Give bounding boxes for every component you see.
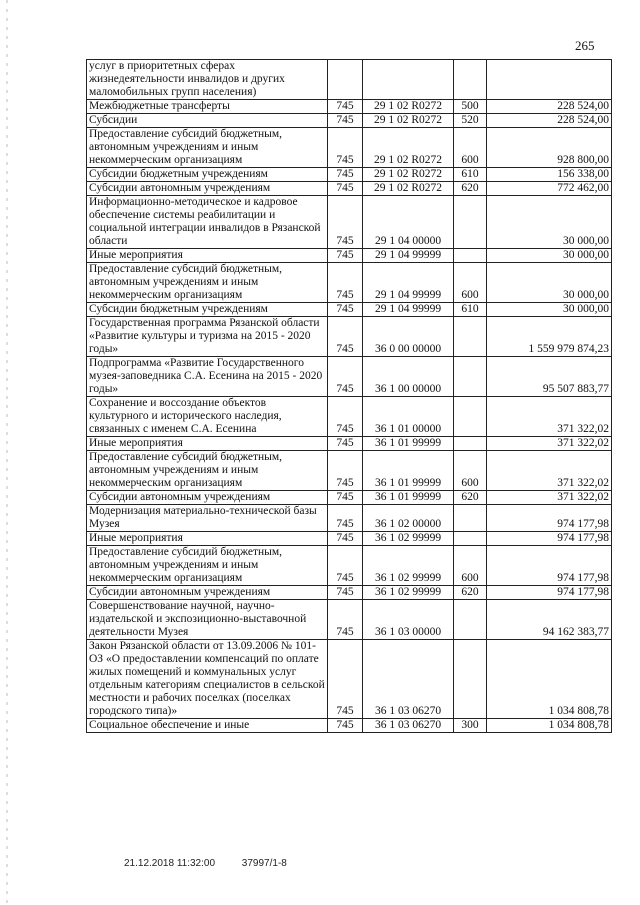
cell-vr: [454, 505, 487, 532]
cell-sum: 1 034 808,78: [487, 719, 612, 733]
cell-csr: 36 1 01 99999: [363, 491, 454, 505]
table-row: [87, 249, 612, 263]
cell-ved: 745: [328, 100, 363, 114]
table-row: [87, 168, 612, 182]
cell-sum: 772 462,00: [487, 182, 612, 196]
cell-sum: 95 507 883,77: [487, 357, 612, 397]
cell-ved: 745: [328, 128, 363, 168]
cell-ved: 745: [328, 357, 363, 397]
cell-csr: 36 1 02 99999: [363, 546, 454, 586]
cell-csr: 36 1 00 00000: [363, 357, 454, 397]
table-row: [87, 586, 612, 600]
budget-table: [86, 59, 612, 733]
cell-ved: [328, 60, 363, 100]
cell-ved: 745: [328, 600, 363, 640]
table-row: [87, 303, 612, 317]
cell-sum: 974 177,98: [487, 586, 612, 600]
table-row: [87, 640, 612, 719]
cell-vr: [454, 357, 487, 397]
footer-datetime: 21.12.2018 11:32:00: [124, 858, 216, 869]
cell-csr: 36 1 02 99999: [363, 532, 454, 546]
cell-name: услуг в приоритетных сферах жизнедеятельности инвалидов и других маломобильных групп населения): [87, 60, 328, 100]
cell-ved: 745: [328, 437, 363, 451]
cell-ved: 745: [328, 397, 363, 437]
cell-ved: 745: [328, 168, 363, 182]
cell-vr: [454, 317, 487, 357]
cell-vr: [454, 196, 487, 249]
cell-sum: 30 000,00: [487, 263, 612, 303]
cell-name: Субсидии бюджетным учреждениям: [87, 303, 328, 317]
cell-vr: 610: [454, 303, 487, 317]
cell-ved: 745: [328, 303, 363, 317]
table-row: [87, 263, 612, 303]
cell-csr: [363, 60, 454, 100]
table-row: [87, 451, 612, 491]
cell-name: Предоставление субсидий бюджетным, автономным учреждениям и иным некоммерческим организациям: [87, 128, 328, 168]
cell-sum: 928 800,00: [487, 128, 612, 168]
cell-csr: 29 1 02 R0272: [363, 114, 454, 128]
cell-vr: 300: [454, 719, 487, 733]
cell-csr: 36 1 01 00000: [363, 397, 454, 437]
cell-csr: 36 1 01 99999: [363, 451, 454, 491]
cell-name: Межбюджетные трансферты: [87, 100, 328, 114]
cell-csr: 29 1 02 R0272: [363, 100, 454, 114]
cell-vr: [454, 600, 487, 640]
cell-vr: 500: [454, 100, 487, 114]
cell-csr: 29 1 02 R0272: [363, 168, 454, 182]
cell-ved: 745: [328, 114, 363, 128]
cell-csr: 29 1 04 99999: [363, 263, 454, 303]
cell-name: Субсидии автономным учреждениям: [87, 586, 328, 600]
cell-sum: 228 524,00: [487, 114, 612, 128]
cell-sum: 156 338,00: [487, 168, 612, 182]
cell-vr: [454, 60, 487, 100]
cell-name: Совершенствование научной, научно-издательской и экспозиционно-выставочной деятельности Музея: [87, 600, 328, 640]
table-row: [87, 128, 612, 168]
table-row: [87, 532, 612, 546]
table-row: [87, 546, 612, 586]
cell-csr: 36 1 03 00000: [363, 600, 454, 640]
cell-ved: 745: [328, 196, 363, 249]
cell-name: Информационно-методическое и кадровое обеспечение системы реабилитации и социальной интеграции инвалидов в Рязанской области: [87, 196, 328, 249]
cell-name: Закон Рязанской области от 13.09.2006 № 101-ОЗ «О предоставлении компенсаций по оплате жилых помещений и коммунальных услуг отдельным категориям специалистов в сельской местности и рабочих поселках (поселках городского типа)»: [87, 640, 328, 719]
cell-vr: 520: [454, 114, 487, 128]
cell-ved: 745: [328, 182, 363, 196]
cell-csr: 36 1 03 06270: [363, 640, 454, 719]
cell-sum: 228 524,00: [487, 100, 612, 114]
cell-name: Предоставление субсидий бюджетным, автономным учреждениям и иным некоммерческим организациям: [87, 546, 328, 586]
cell-name: Иные мероприятия: [87, 532, 328, 546]
cell-sum: 974 177,98: [487, 532, 612, 546]
cell-sum: 974 177,98: [487, 505, 612, 532]
budget-table-body: [87, 60, 612, 733]
cell-name: Предоставление субсидий бюджетным, автономным учреждениям и иным некоммерческим организациям: [87, 451, 328, 491]
cell-vr: [454, 640, 487, 719]
cell-sum: 974 177,98: [487, 546, 612, 586]
table-row: [87, 719, 612, 733]
cell-vr: 600: [454, 451, 487, 491]
cell-csr: 29 1 02 R0272: [363, 182, 454, 196]
cell-name: Государственная программа Рязанской области «Развитие культуры и туризма на 2015 - 2020 годы»: [87, 317, 328, 357]
footer-doc-id: 37997/1-8: [241, 858, 287, 869]
cell-sum: 30 000,00: [487, 249, 612, 263]
cell-ved: 745: [328, 491, 363, 505]
cell-csr: 36 0 00 00000: [363, 317, 454, 357]
table-row: [87, 437, 612, 451]
cell-name: Социальное обеспечение и иные: [87, 719, 328, 733]
cell-csr: 36 1 01 99999: [363, 437, 454, 451]
cell-ved: 745: [328, 451, 363, 491]
cell-csr: 29 1 04 00000: [363, 196, 454, 249]
cell-csr: 29 1 04 99999: [363, 303, 454, 317]
cell-name: Иные мероприятия: [87, 437, 328, 451]
cell-ved: 745: [328, 640, 363, 719]
cell-sum: 1 034 808,78: [487, 640, 612, 719]
cell-name: Субсидии автономным учреждениям: [87, 182, 328, 196]
cell-csr: 29 1 04 99999: [363, 249, 454, 263]
table-row: [87, 491, 612, 505]
table-row: [87, 60, 612, 100]
cell-name: Предоставление субсидий бюджетным, автономным учреждениям и иным некоммерческим организациям: [87, 263, 328, 303]
cell-name: Субсидии: [87, 114, 328, 128]
cell-ved: 745: [328, 719, 363, 733]
cell-sum: 1 559 979 874,23: [487, 317, 612, 357]
cell-name: Модернизация материально-технической базы Музея: [87, 505, 328, 532]
page-number: 265: [575, 38, 595, 53]
cell-ved: 745: [328, 317, 363, 357]
cell-csr: 36 1 02 00000: [363, 505, 454, 532]
cell-vr: 610: [454, 168, 487, 182]
table-row: [87, 100, 612, 114]
table-row: [87, 397, 612, 437]
cell-ved: 745: [328, 249, 363, 263]
cell-sum: 371 322,02: [487, 491, 612, 505]
cell-vr: 600: [454, 128, 487, 168]
table-row: [87, 182, 612, 196]
table-row: [87, 357, 612, 397]
cell-vr: 620: [454, 491, 487, 505]
cell-ved: 745: [328, 505, 363, 532]
cell-sum: 30 000,00: [487, 196, 612, 249]
cell-name: Субсидии бюджетным учреждениям: [87, 168, 328, 182]
cell-name: Подпрограмма «Развитие Государственного музея-заповедника С.А. Есенина на 2015 - 2020 годы»: [87, 357, 328, 397]
cell-ved: 745: [328, 532, 363, 546]
table-row: [87, 505, 612, 532]
cell-sum: [487, 60, 612, 100]
cell-vr: [454, 437, 487, 451]
cell-ved: 745: [328, 546, 363, 586]
cell-name: Иные мероприятия: [87, 249, 328, 263]
cell-csr: 36 1 03 06270: [363, 719, 454, 733]
table-row: [87, 317, 612, 357]
cell-sum: 371 322,02: [487, 451, 612, 491]
cell-vr: [454, 397, 487, 437]
cell-ved: 745: [328, 263, 363, 303]
cell-csr: 36 1 02 99999: [363, 586, 454, 600]
cell-sum: 371 322,02: [487, 437, 612, 451]
cell-vr: 620: [454, 586, 487, 600]
cell-sum: 30 000,00: [487, 303, 612, 317]
page-footer: [124, 858, 311, 869]
cell-csr: 29 1 02 R0272: [363, 128, 454, 168]
table-row: [87, 600, 612, 640]
cell-name: Сохранение и воссоздание объектов культурного и исторического наследия, связанных с именем С.А. Есенина: [87, 397, 328, 437]
cell-sum: 94 162 383,77: [487, 600, 612, 640]
table-row: [87, 114, 612, 128]
cell-vr: [454, 532, 487, 546]
table-row: [87, 196, 612, 249]
cell-vr: 600: [454, 546, 487, 586]
scan-edge-artifact: [6, 0, 8, 905]
cell-name: Субсидии автономным учреждениям: [87, 491, 328, 505]
cell-vr: 620: [454, 182, 487, 196]
cell-ved: 745: [328, 586, 363, 600]
cell-vr: [454, 249, 487, 263]
cell-vr: 600: [454, 263, 487, 303]
cell-sum: 371 322,02: [487, 397, 612, 437]
